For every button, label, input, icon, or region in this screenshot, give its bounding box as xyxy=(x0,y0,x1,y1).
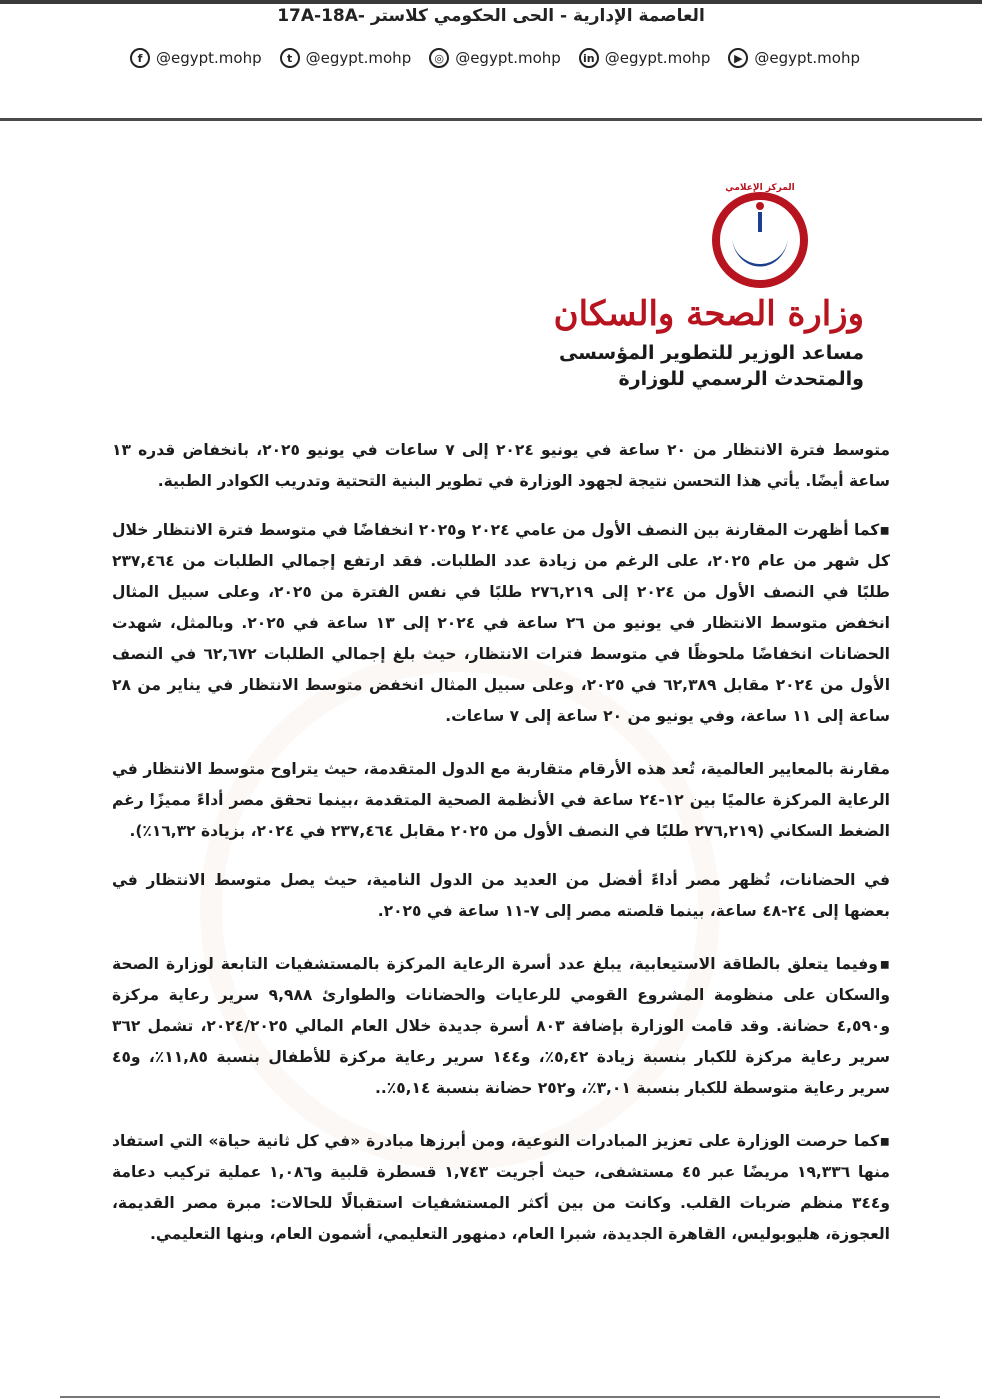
paragraph: متوسط فترة الانتظار من ٢٠ ساعة في يونيو ٢٠٢٤ إلى ٧ ساعات في يونيو ٢٠٢٥، بانخفاض قدره ١٣ ساعة أيضًا. يأتي هذا التحسن نتيجة لجهود الوزارة في تطوير البنية التحتية وتدريب الكوادر الطبية. xyxy=(112,441,891,490)
press-release-body xyxy=(112,435,890,1272)
logo-bar xyxy=(758,212,762,232)
paragraph: ▪كما حرصت الوزارة على تعزيز المبادرات النوعية، ومن أبرزها مبادرة «في كل ثانية حياة» التي استفاد منها ١٩,٣٣٦ مريضًا عبر ٤٥ مستشفى، حيث أجريت ١,٧٤٣ قسطرة قلبية و١,٠٨٦ عملية تركيب دعامة و٣٤٤ منظم ضربات القلب. وكانت من بين أكثر المستشفيات استقبالًا للحالات: مبرة مصر القديمة، العجوزة، هليوبوليس، القاهرة الجديدة، شبرا العام، دمنهور التعليمي، أشمون العام، وبنها التعليمي. xyxy=(112,1132,891,1243)
social-youtube[interactable] xyxy=(728,48,860,68)
social-twitter[interactable] xyxy=(280,48,412,68)
logo-dot xyxy=(756,202,764,210)
office-title-line1: مساعد الوزير للتطوير المؤسسى xyxy=(558,342,864,364)
top-rule xyxy=(0,0,982,4)
social-links xyxy=(130,44,860,72)
facebook-icon: f xyxy=(130,48,150,68)
header-separator xyxy=(0,118,982,121)
social-linkedin[interactable] xyxy=(579,48,711,68)
header-address: العاصمة الإدارية - الحى الحكومي كلاستر -17A-18A xyxy=(277,6,705,26)
social-instagram[interactable] xyxy=(429,48,561,68)
social-handle: @egypt.mohp xyxy=(156,49,262,67)
logo-top-text: المركز الإعلامي xyxy=(725,183,795,193)
paragraph: ▪وفيما يتعلق بالطاقة الاستيعابية، يبلغ عدد أسرة الرعاية المركزة بالمستشفيات التابعة لوزارة الصحة والسكان على منظومة المشروع القومي للرعايات والحضانات والطوارئ ٩,٩٨٨ سرير رعاية مركزة و٤,٥٩٠ حضانة. وقد قامت الوزارة بإضافة ٨٠٣ أسرة جديدة خلال العام المالي ٢٠٢٤/٢٠٢٥، تشمل ٣٦٢ سرير رعاية مركزة للكبار بنسبة زيادة ٥,٤٢٪، و١٤٤ سرير رعاية مركزة للأطفال بنسبة ١١,٨٥٪، و٤٥ سرير رعاية متوسطة للكبار بنسبة ٣,٠١٪، و٢٥٢ حضانة بنسبة ٥,١٤٪.. xyxy=(112,955,891,1097)
ministry-logo xyxy=(700,178,820,288)
paragraph: في الحضانات، تُظهر مصر أداءً أفضل من العديد من الدول النامية، حيث يصل متوسط الانتظار في بعضها إلى ٢٤-٤٨ ساعة، بينما قلصته مصر إلى ٧-١١ ساعة في ٢٠٢٥. xyxy=(112,871,890,920)
social-handle: @egypt.mohp xyxy=(754,49,860,67)
youtube-icon: ▶ xyxy=(728,48,748,68)
paragraph: مقارنة بالمعايير العالمية، تُعد هذه الأرقام متقاربة مع الدول المتقدمة، حيث يتراوح متوسط الانتظار في الرعاية المركزة عالميًا بين ١٢-٢٤ ساعة في الأنظمة الصحية المتقدمة ،بينما تحقق مصر أداءً مميزًا رغم الضغط السكاني (٢٧٦,٢١٩ طلبًا في النصف الأول من ٢٠٢٥ مقابل ٢٣٧,٤٦٤ في ٢٠٢٤، بزيادة ١٦,٣٢٪). xyxy=(112,760,890,840)
ministry-name: وزارة الصحة والسكان xyxy=(553,294,864,334)
office-title-line2: والمتحدث الرسمي للوزارة xyxy=(618,368,864,390)
footer-rule xyxy=(60,1396,940,1398)
social-handle: @egypt.mohp xyxy=(305,49,412,67)
social-handle: @egypt.mohp xyxy=(604,49,711,67)
social-facebook[interactable] xyxy=(130,48,262,68)
instagram-icon: ◎ xyxy=(429,48,449,68)
paragraph: ▪كما أظهرت المقارنة بين النصف الأول من عامي ٢٠٢٤ و٢٠٢٥ انخفاضًا في متوسط فترة الانتظار خلال كل شهر من عام ٢٠٢٥، على الرغم من زيادة عدد الطلبات. فقد ارتفع إجمالي الطلبات من ٢٣٧,٤٦٤ طلبًا في النصف الأول من ٢٠٢٤ إلى ٢٧٦,٢١٩ طلبًا في نفس الفترة من ٢٠٢٥، وعلى سبيل المثال انخفض متوسط الانتظار في يونيو من ٢٦ ساعة في ٢٠٢٤ إلى ١٣ ساعة في ٢٠٢٥. وبالمثل، شهدت الحضانات انخفاضًا ملحوظًا في متوسط فترات الانتظار، حيث بلغ إجمالي الطلبات ٦٢,٦٧٢ في النصف الأول من ٢٠٢٤ مقابل ٦٢,٣٨٩ في ٢٠٢٥، وعلى سبيل المثال انخفض متوسط الانتظار في يناير من ٢٨ ساعة إلى ١١ ساعة، وفي يونيو من ٢٠ ساعة إلى ٧ ساعات. xyxy=(112,521,891,725)
social-handle: @egypt.mohp xyxy=(455,49,561,67)
logo-crescent xyxy=(732,236,788,267)
linkedin-icon: in xyxy=(579,48,599,68)
twitter-icon: t xyxy=(280,48,300,68)
